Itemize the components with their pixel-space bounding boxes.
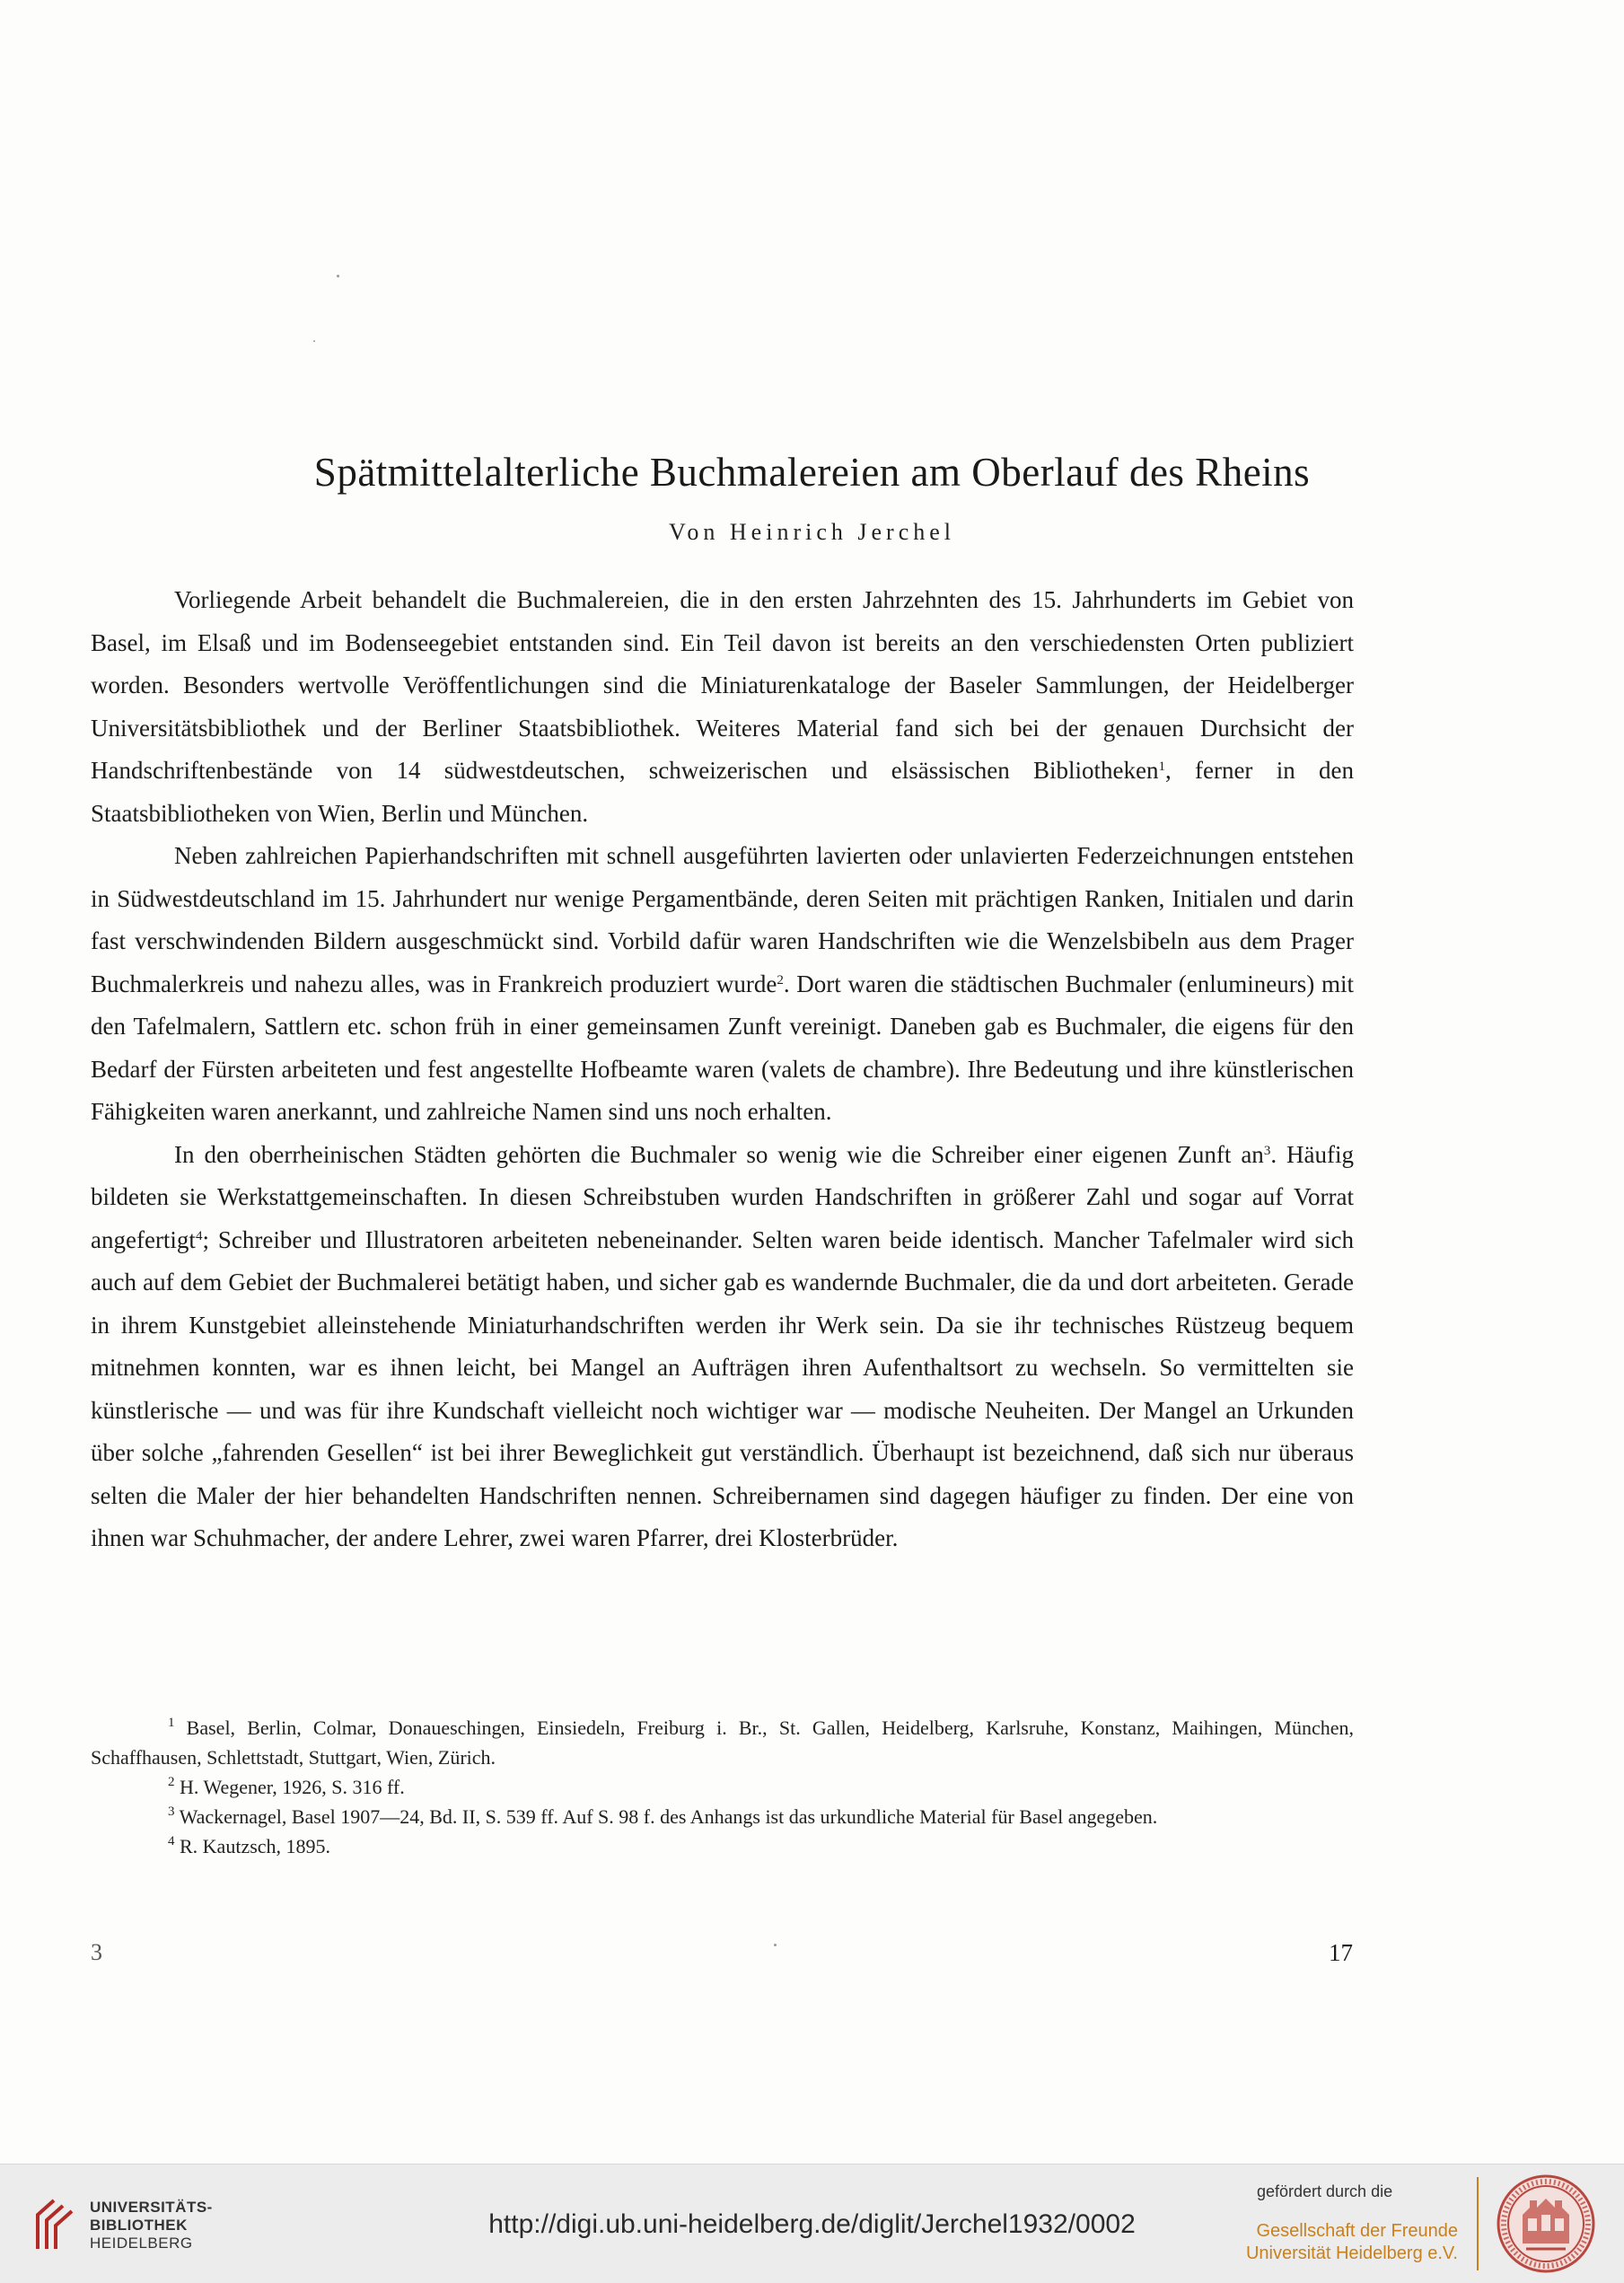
footnote-number: 2 [168,1775,175,1789]
sponsor-name[interactable] [1246,2220,1458,2265]
library-name-line-2: BIBLIOTHEK [90,2217,188,2234]
sponsor-label: gefördert durch die [1257,2182,1393,2200]
scan-speck [337,275,339,277]
article-title: Spätmittelalterliche Buchmalereien am Oberlauf des Rheins [313,450,1311,495]
footnote-number: 4 [168,1834,175,1848]
footnote [91,1772,1354,1802]
library-name-line-1: UNIVERSITÄTS- [90,2199,213,2216]
page-number: 17 [1329,1939,1353,1966]
paragraph-text: Vorliegende Arbeit behandelt die Buchmalereien, die in den ersten Jahrzehnten des 15. Jahrhunderts im Gebiet von Basel, im Elsaß und im Bodenseegebiet entstanden sind. Ein Teil davon ist bereits an den verschiedensten Orten publiziert worden. Besonders wertvolle Veröffentlichungen sind die Miniaturenkataloge der Baseler Sammlungen, der Heidelberger Universitätsbibliothek und der Berliner Staatsbibliothek. Weiteres Material fand sich bei der genauen Durchsicht der Handschriftenbestände von 14 südwestdeutschen, schweizerischen und elsässischen Bibliotheken [91,586,1354,784]
footnote [91,1802,1354,1831]
scan-speck [313,340,315,342]
library-name-line-3: HEIDELBERG [90,2235,193,2252]
footnote-text: R. Kautzsch, 1895. [174,1835,331,1857]
paragraph-text: . Dort waren die städtischen Buchmaler (enlumineurs) mit den Tafelmalern, Sattlern etc. schon früh in einer gemeinsamen Zunft vereinigt. Daneben gab es Buchmaler, die eigens für den Bedarf der Fürsten arbeiteten und fest angestellte Hofbeamte waren (valets de chambre). Ihre Bedeutung und ihre künstlerischen Fähigkeiten waren anerkannt, und zahlreiche Namen sind uns noch erhalten. [91,970,1354,1125]
footnote-text: Basel, Berlin, Colmar, Donaueschingen, Einsiedeln, Freiburg i. Br., St. Gallen, Heidelberg, Karlsruhe, Konstanz, Maihingen, München, Schaffhausen, Schlettstadt, Stuttgart, Wien, Zürich. [91,1717,1354,1769]
paragraph-text: Neben zahlreichen Papierhandschriften mit schnell ausgeführten lavierten oder unlavierten Federzeichnungen entstehen in Südwestdeutschland im 15. Jahrhundert nur wenige Pergamentbände, deren Seiten mit prächtigen Ranken, Initialen und darin fast verschwindenden Bildern ausgeschmückt sind. Vorbild dafür waren Handschriften wie die Wenzelsbibeln aus dem Prager Buchmalerkreis und nahezu alles, was in Frankreich produziert wurde [91,842,1354,997]
footnote-reference[interactable]: 3 [1263,1143,1271,1158]
footnote-text: Wackernagel, Basel 1907—24, Bd. II, S. 539 ff. Auf S. 98 f. des Anhangs ist das urkundliche Material für Basel angegeben. [174,1805,1158,1828]
permalink-url[interactable]: http://digi.ub.uni-heidelberg.de/diglit/Jerchel1932/0002 [488,2209,1136,2239]
university-seal-icon [1496,2173,1596,2274]
article-body [91,579,1354,1560]
footnotes [91,1713,1354,1861]
sponsor-divider [1477,2177,1479,2270]
sponsor-name-line-1: Gesellschaft der Freunde [1256,2221,1458,2241]
body-paragraph [91,1134,1354,1560]
paragraph-text: , ferner in den Staatsbibliotheken von Wien, Berlin und München. [91,757,1354,827]
printer-signature-mark: 3 [91,1939,102,1965]
footnote-reference[interactable]: 4 [195,1228,203,1243]
footnote [91,1713,1354,1772]
article-author: Von Heinrich Jerchel [668,519,955,545]
digitization-footer [0,2164,1624,2283]
footnote-number: 1 [168,1716,175,1730]
paragraph-text: In den oberrheinischen Städten gehörten die Buchmaler so wenig wie die Schreiber einer eigenen Zunft an [174,1140,1264,1168]
footnote-reference[interactable]: 2 [777,972,784,988]
footnote-reference[interactable]: 1 [1158,760,1165,774]
paragraph-text: ; Schreiber und Illustratoren arbeiteten nebeneinander. Selten waren beide identisch. Mancher Tafelmaler wird sich auch auf dem Gebiet der Buchmalerei betätigt haben, und sicher gab es wandernde Buchmaler, die da und dort arbeiteten. Gerade in ihrem Kunstgebiet alleinstehende Miniaturhandschriften werden ihr Werk sein. Da sie ihr technisches Rüstzeug bequem mitnehmen konnten, war es ihnen leicht, bei Mangel an Aufträgen ihren Aufenthaltsort zu wechseln. So vermittelten sie künstlerische — und was für ihre Kundschaft vielleicht noch wichtiger war — modische Neuheiten. Der Mangel an Urkunden über solche „fahrenden Gesellen“ ist bei ihrer Beweglichkeit gut verständlich. Überhaupt ist bezeichnend, daß sich nur überaus selten die Maler der hier behandelten Handschriften nennen. Schreibernamen sind dagegen häufiger zu finden. Der eine von ihnen war Schuhmacher, der andere Lehrer, zwei waren Pfarrer, drei Klosterbrüder. [91,1225,1354,1551]
footnote-text: H. Wegener, 1926, S. 316 ff. [174,1776,405,1798]
body-paragraph [91,579,1354,835]
body-paragraph [91,835,1354,1134]
footnote-number: 3 [168,1804,175,1819]
scan-speck [774,1944,777,1946]
paragraph-text: . Häufig bildeten sie Werkstattgemeinschaften. In diesen Schreibstuben wurden Handschriften in größerer Zahl und sogar auf Vorrat angefertigt [91,1140,1354,1253]
sponsor-name-line-2: Universität Heidelberg e.V. [1245,2243,1458,2263]
footnote [91,1831,1354,1861]
